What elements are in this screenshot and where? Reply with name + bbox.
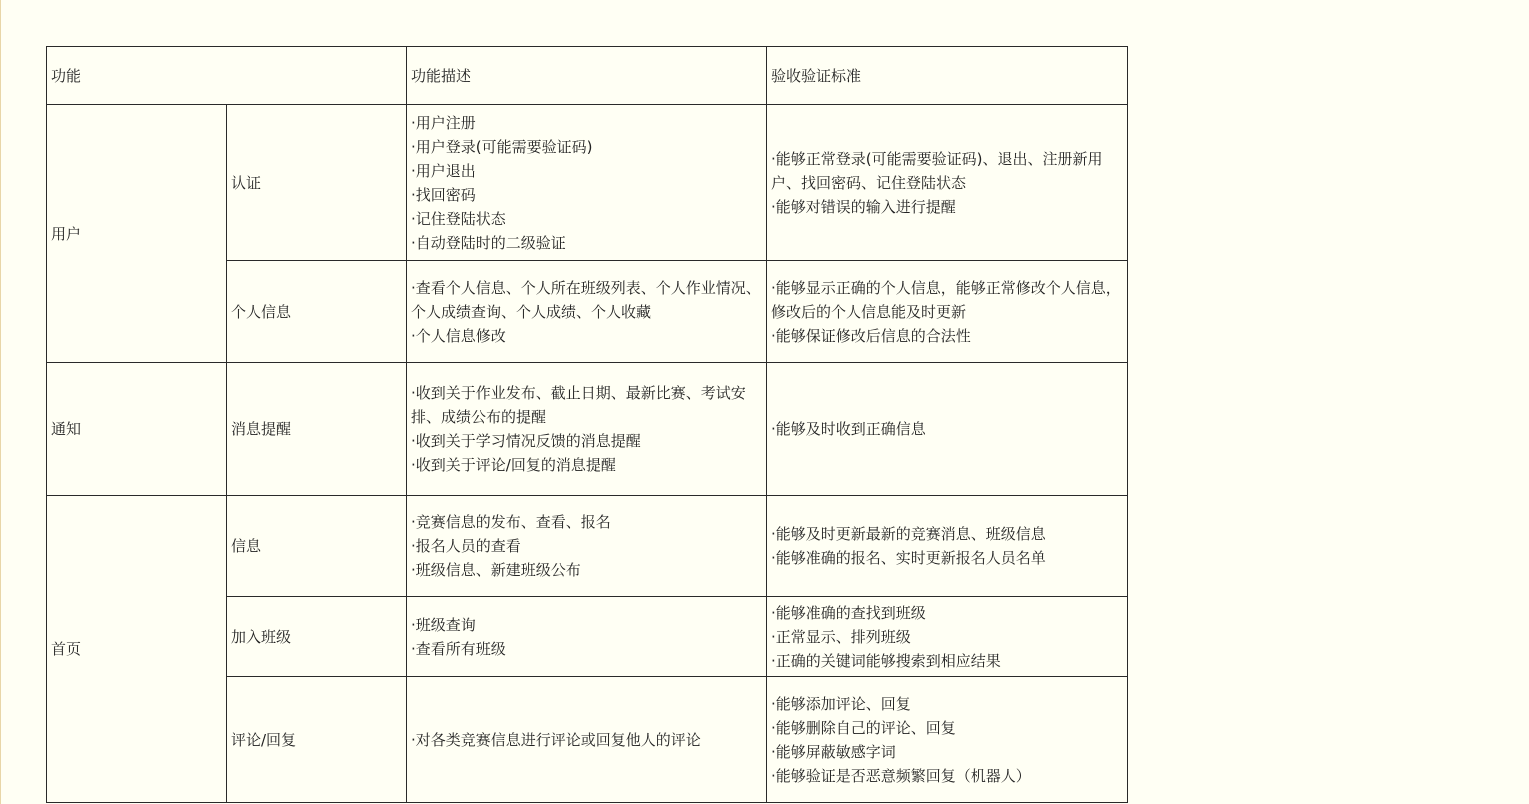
- criteria-line: ·能够对错误的输入进行提醒: [771, 197, 956, 216]
- criteria-cell: [767, 105, 1128, 261]
- table-row: [47, 496, 1128, 597]
- description-line: ·收到关于作业发布、截止日期、最新比赛、考试安排、成绩公布的提醒: [411, 384, 746, 426]
- category-cell-user: 用户: [47, 105, 227, 363]
- description-line: ·找回密码: [411, 185, 476, 204]
- description-line: ·竞赛信息的发布、查看、报名: [411, 513, 611, 531]
- criteria-cell: [767, 597, 1128, 677]
- description-line: ·收到关于评论/回复的消息提醒: [411, 456, 616, 474]
- subcategory-cell: 评论/回复: [227, 677, 407, 803]
- criteria-line: ·能够及时收到正确信息: [771, 420, 926, 438]
- subcategory-cell: 认证: [227, 105, 407, 261]
- description-line: ·报名人员的查看: [411, 537, 521, 555]
- description-line: ·记住登陆状态: [411, 209, 506, 228]
- description-cell: [407, 677, 767, 803]
- criteria-cell: [767, 496, 1128, 597]
- category-cell-notice: 通知: [47, 363, 227, 496]
- description-line: ·自动登陆时的二级验证: [411, 233, 566, 252]
- description-line: ·收到关于学习情况反馈的消息提醒: [411, 432, 641, 450]
- criteria-line: ·能够显示正确的个人信息，能够正常修改个人信息，修改后的个人信息能及时更新: [771, 278, 1121, 321]
- description-cell: [407, 105, 767, 261]
- criteria-cell: [767, 261, 1128, 363]
- description-cell: [407, 597, 767, 677]
- criteria-line: ·能够准确的查找到班级: [771, 603, 926, 622]
- table-row: [47, 363, 1128, 496]
- description-line: ·个人信息修改: [411, 326, 506, 345]
- subcategory-cell: 个人信息: [227, 261, 407, 363]
- subcategory-cell: 信息: [227, 496, 407, 597]
- description-line: ·查看个人信息、个人所在班级列表、个人作业情况、个人成绩查询、个人成绩、个人收藏: [411, 278, 761, 321]
- description-cell: [407, 363, 767, 496]
- criteria-line: ·能够准确的报名、实时更新报名人员名单: [771, 549, 1046, 567]
- requirements-table: [46, 46, 1128, 803]
- criteria-cell: [767, 677, 1128, 803]
- header-acceptance: 验收验证标准: [767, 47, 1128, 105]
- header-description: 功能描述: [407, 47, 767, 105]
- criteria-line: ·能够屏蔽敏感字词: [771, 742, 896, 761]
- criteria-line: ·正确的关键词能够搜索到相应结果: [771, 651, 1001, 670]
- category-cell-home: 首页: [47, 496, 227, 803]
- header-row: [47, 47, 1128, 105]
- criteria-line: ·能够添加评论、回复: [771, 694, 911, 713]
- description-line: ·查看所有班级: [411, 639, 506, 658]
- description-cell: [407, 261, 767, 363]
- description-line: ·班级信息、新建班级公布: [411, 561, 581, 579]
- criteria-line: ·能够保证修改后信息的合法性: [771, 326, 971, 345]
- header-function: 功能: [47, 47, 407, 105]
- description-line: ·用户登录(可能需要验证码): [411, 137, 593, 156]
- criteria-line: ·能够及时更新最新的竞赛消息、班级信息: [771, 525, 1046, 543]
- table-row: [47, 105, 1128, 261]
- description-line: ·班级查询: [411, 615, 476, 634]
- criteria-line: ·能够验证是否恶意频繁回复（机器人）: [771, 766, 1031, 785]
- criteria-line: ·正常显示、排列班级: [771, 627, 911, 646]
- criteria-line: ·能够正常登录(可能需要验证码)、退出、注册新用户、找回密码、记住登陆状态: [771, 149, 1103, 192]
- subcategory-cell: 加入班级: [227, 597, 407, 677]
- criteria-line: ·能够删除自己的评论、回复: [771, 718, 956, 737]
- description-line: ·用户退出: [411, 161, 476, 180]
- description-cell: [407, 496, 767, 597]
- subcategory-cell: 消息提醒: [227, 363, 407, 496]
- description-line: ·对各类竞赛信息进行评论或回复他人的评论: [411, 730, 701, 749]
- page-left-border: [0, 0, 1, 804]
- description-line: ·用户注册: [411, 113, 476, 132]
- criteria-cell: [767, 363, 1128, 496]
